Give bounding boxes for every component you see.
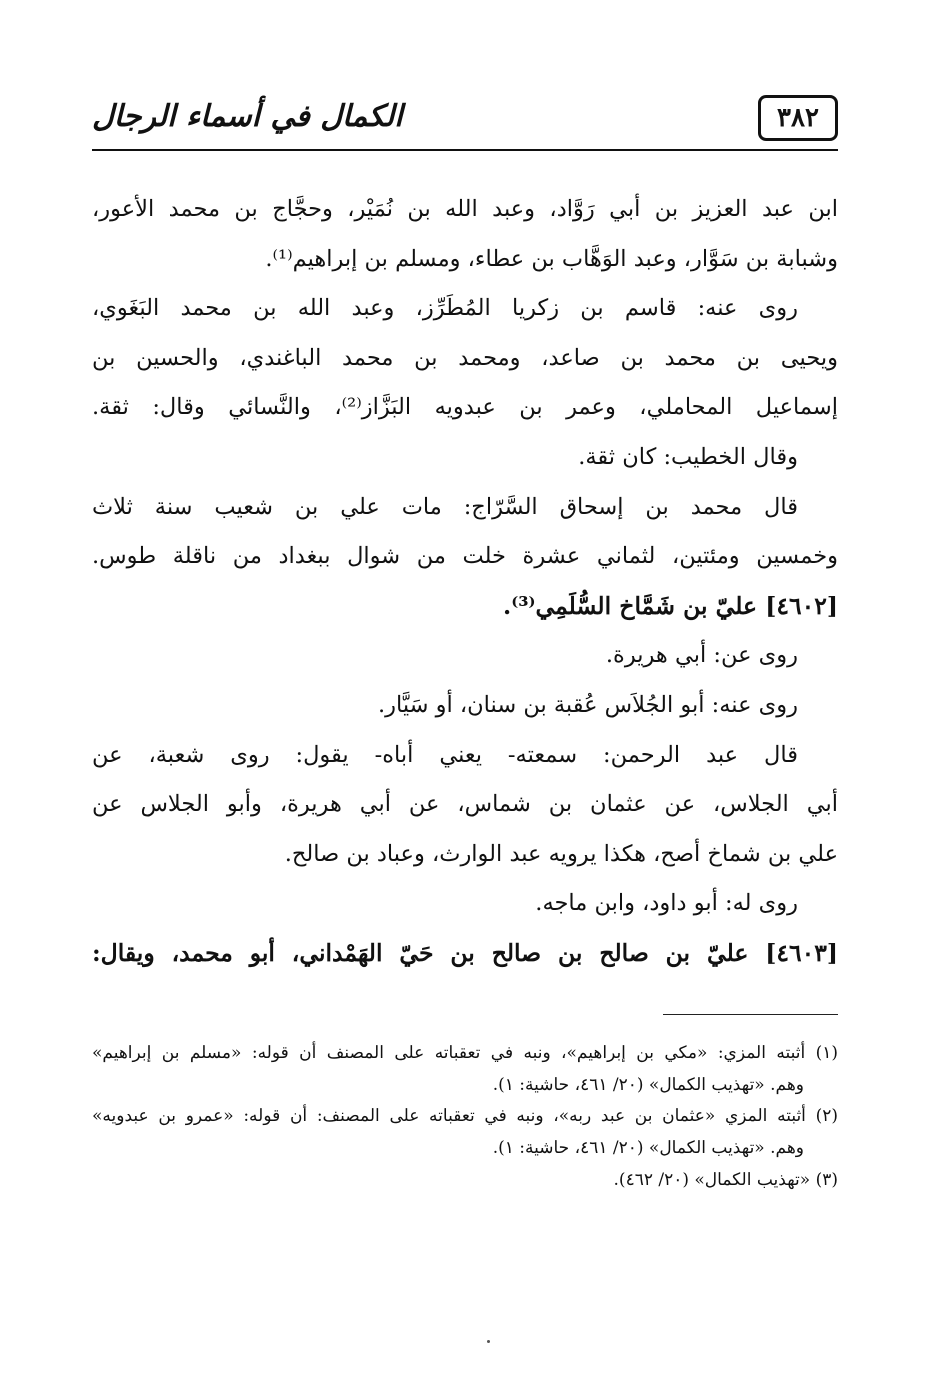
header-divider — [92, 149, 838, 151]
entry-heading-4603: [٤٦٠٣] عليّ بن صالح بن صالح بن حَيّ الهَمْداني، أبو محمد، ويقال: — [92, 938, 838, 967]
text-line: ويحيى بن محمد بن صاعد، ومحمد بن محمد الباغندي، والحسين بن — [92, 344, 838, 371]
main-text — [92, 185, 838, 979]
page-number — [758, 95, 838, 141]
page-number-text: ٣٨٢ — [777, 103, 819, 133]
footnote-line: وهم. «تهذيب الكمال» (٢٠/ ٤٦١، حاشية: ١). — [492, 1138, 804, 1159]
text-line: علي بن شماخ أصح، هكذا يرويه عبد الوارث، وعباد بن صالح. — [284, 840, 838, 867]
text-line: قال محمد بن إسحاق السَّرّاج: مات علي بن شعيب سنة ثلاث — [92, 493, 798, 520]
text-line: روى له: أبو داود، وابن ماجه. — [535, 890, 798, 917]
page-header — [92, 95, 838, 155]
page-mark — [487, 1340, 490, 1343]
text-line: وشبابة بن سَوَّار، وعبد الوَهَّاب بن عطاء، ومسلم بن إبراهيم⁽¹⁾. — [265, 245, 838, 272]
text-line: ابن عبد العزيز بن أبي رَوَّاد، وعبد الله بن نُمَيْر، وحجَّاج بن محمد الأعور، — [92, 196, 838, 222]
book-title-calligraphy: الكمال في أسماء الرجال — [92, 99, 403, 134]
entry-heading-4602: [٤٦٠٢] عليّ بن شَمَّاخ السُّلَمِي⁽³⁾. — [503, 591, 838, 620]
footnote-divider — [663, 1014, 838, 1015]
text-line: وقال الخطيب: كان ثقة. — [578, 443, 798, 470]
footnotes — [92, 1038, 838, 1196]
text-line: إسماعيل المحاملي، وعمر بن عبدويه البَزَّاز⁽²⁾، والنَّسائي وقال: ثقة. — [92, 394, 839, 421]
text-line: وخمسين ومئتين، لثماني عشرة خلت من شوال ببغداد من ناقلة طوس. — [92, 543, 838, 570]
footnote-line: وهم. «تهذيب الكمال» (٢٠/ ٤٦١، حاشية: ١). — [492, 1074, 804, 1095]
footnote-line: (١) أثبته المزي: «مكي بن إبراهيم»، ونبه في تعقباته على المصنف أن قوله: «مسلم بن إبراهيم» — [92, 1043, 838, 1063]
text-line: روى عن: أبي هريرة. — [605, 642, 798, 669]
text-line: أبي الجلاس، عن عثمان بن شماس، عن أبي هريرة، وأبو الجلاس عن — [92, 791, 838, 818]
text-line: روى عنه: قاسم بن زكريا المُطَرِّز، وعبد الله بن محمد البَغَوي، — [92, 295, 798, 322]
footnote-line: (٣) «تهذيب الكمال» (٢٠/ ٤٦٢). — [613, 1169, 838, 1190]
footnote-line: (٢) أثبته المزي «عثمان بن عبد ربه»، ونبه في تعقباته على المصنف: أن قوله: «عمرو بن عبدويه» — [92, 1106, 838, 1127]
text-line: قال عبد الرحمن: سمعته- يعني أباه- يقول: روى شعبة، عن — [92, 741, 798, 768]
text-line: روى عنه: أبو الجُلاَس عُقبة بن سنان، أو سَيَّار. — [377, 691, 798, 718]
